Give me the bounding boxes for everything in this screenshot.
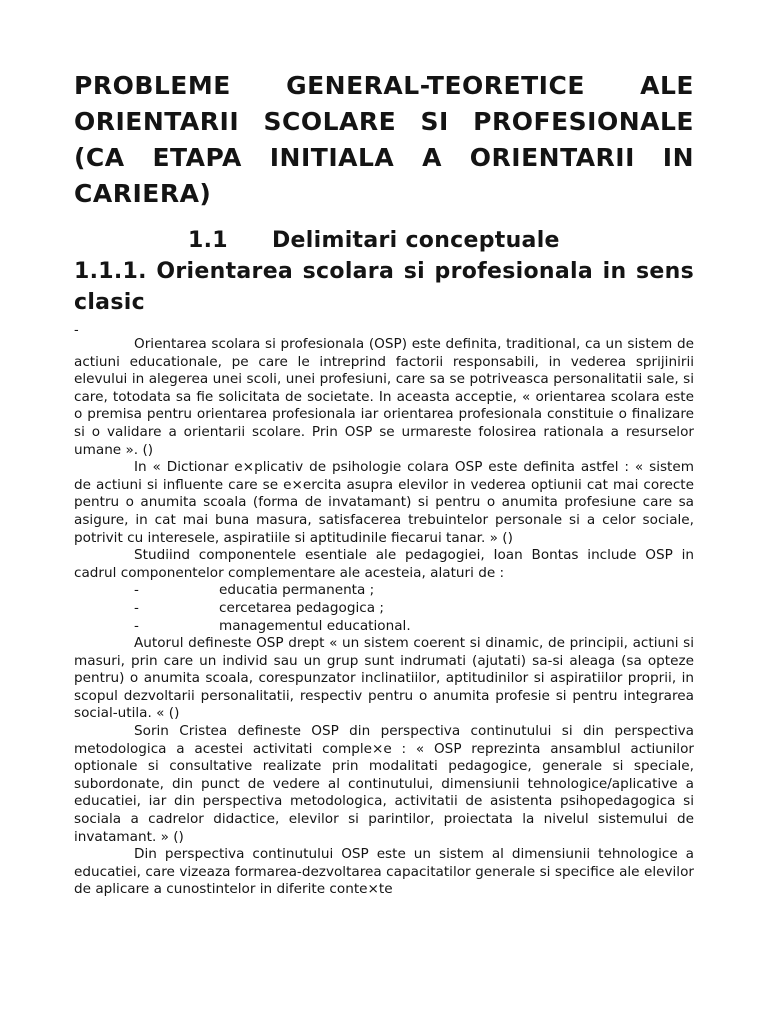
section-heading: [74, 225, 694, 256]
list-item: [74, 582, 694, 600]
paragraph: Autorul defineste OSP drept « un sistem coerent si dinamic, de principii, actiuni si masuri, prin care un individ sau un grup sunt indrumati (ajutati) sa-si aleaga (sa opteze pentru) o anumita scoala, corespunzator inclinatiilor, aptitudinilor si aspiratiilor proprii, in scopul dezvoltarii personalitatii, respectiv pentru o anumita profesie si pentru integrarea social-utila. « (): [74, 635, 694, 722]
list-item: [74, 618, 694, 636]
paragraph: Orientarea scolara si profesionala (OSP) este definita, traditional, ca un sistem de actiuni educationale, pe care le intreprind factorii responsabili, in vederea sprijinirii elevului in alegerea unei scoli, unei profesiuni, care sa se potriveasca personalitatii sale, si care, totodata sa fie solicitata de societate. In aceasta acceptie, « orientarea scolara este o premisa pentru orientarea profesionala iar orientarea profesionala constituie o finalizare si o validare a orientarii scolare. Prin OSP se urmareste folosirea rationala a resurselor umane ». (): [74, 336, 694, 458]
paragraph: Sorin Cristea defineste OSP din perspectiva continutului si din perspectiva metodologica a acestei activitati comple×e : « OSP reprezinta ansamblul actiunilor optionale si consultative realizate prin modalitati pedagogice, generale si speciale, subordonate, din punct de vedere al continutului, dimensiunii tehnologice/aplicative a educatiei, iar din perspectiva metodologica, activitatii de asistenta psihopedagogica si sociala a cadrelor didactice, elevilor si parintilor, proiectata la nivelul sistemului de invatamant. » (): [74, 723, 694, 845]
section-number: 1.1: [188, 228, 228, 253]
document-page: [74, 68, 694, 899]
paragraph: Din perspectiva continutului OSP este un sistem al dimensiunii tehnologice a educatiei, care vizeaza formarea-dezvoltarea capacitatilor generale si specifice ale elevilor de aplicare a cunostintelor in diferite conte×te: [74, 846, 694, 898]
list-bullet: -: [134, 582, 139, 599]
list-bullet: -: [134, 617, 139, 634]
subsection-heading: 1.1.1. Orientarea scolara si profesionala in sens clasic: [74, 259, 694, 315]
list-bullet: -: [134, 599, 139, 616]
document-title: PROBLEME GENERAL-TEORETICE ALE ORIENTARII SCOLARE SI PROFESIONALE (CA ETAPA INITIALA A ORIENTARII IN CARIERA): [74, 71, 694, 208]
paragraph: In « Dictionar e×plicativ de psihologie colara OSP este definita astfel : « sistem de actiuni si influente care se e×ercita asupra elevilor in vederea optiunii cat mai corecte pentru o anumita scoala (forma de invatamant) si pentru o anumita profesiune care sa asigure, in cat mai buna masura, satisfacerea trebuintelor personale si a celor sociale, potrivit cu interesele, aspiratiile si aptitudinile fiecarui tanar. » (): [74, 459, 694, 546]
component-list: [74, 582, 694, 635]
list-item-text: educatia permanenta ;: [219, 582, 375, 599]
stray-dash: -: [74, 323, 79, 338]
list-item-text: managementul educational.: [219, 617, 411, 634]
paragraph: Studiind componentele esentiale ale pedagogiei, Ioan Bontas include OSP in cadrul componentelor complementare ale acesteia, alaturi de :: [74, 547, 694, 581]
section-title: Delimitari conceptuale: [272, 228, 560, 253]
document-body: [74, 323, 694, 899]
list-item-text: cercetarea pedagogica ;: [219, 599, 384, 616]
list-item: [74, 600, 694, 618]
